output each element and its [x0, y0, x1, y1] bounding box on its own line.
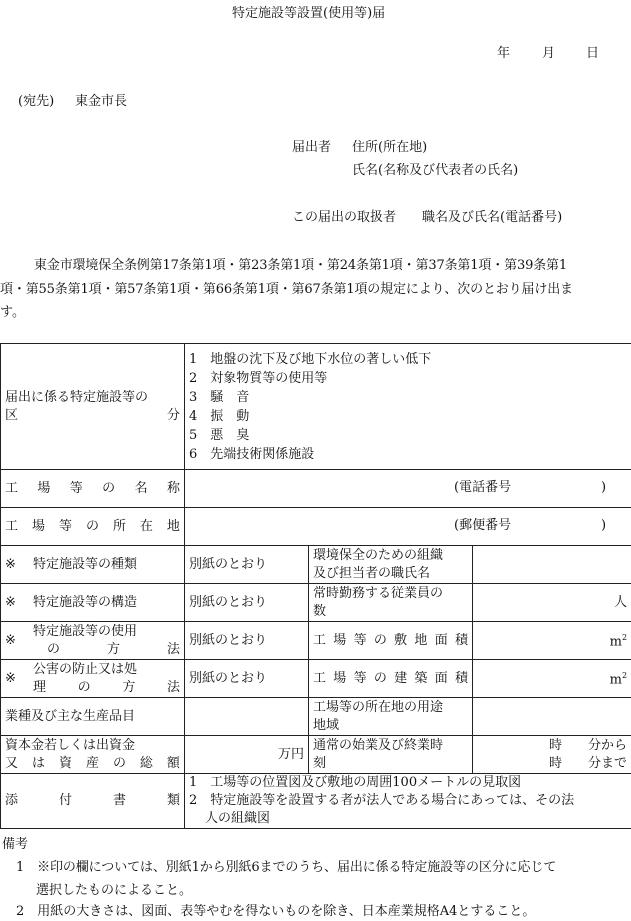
capital-line2 — [5, 755, 180, 773]
category-option-6: 6 先端技術関係施設 — [189, 446, 315, 462]
label-char: 積 — [454, 670, 468, 686]
pollution-label-cell — [1, 660, 185, 698]
category-option-3: 3 騒 音 — [189, 389, 250, 405]
label-char: 総 — [139, 755, 153, 771]
label-char: 地 — [166, 518, 180, 534]
notifier-label: 届出者 — [292, 140, 332, 155]
employees-unit: 人 — [614, 594, 628, 610]
facility-structure-label: 特定施設等の構造 — [33, 594, 138, 610]
category-option-5: 5 悪 臭 — [189, 427, 250, 443]
label-char: の — [77, 679, 91, 695]
facility-structure-value: 別紙のとおり — [185, 584, 309, 622]
hours-value-cell[interactable] — [473, 736, 631, 774]
category-label-line2 — [5, 407, 180, 425]
category-label-char: 分 — [166, 407, 180, 423]
capital-row — [1, 736, 631, 774]
site-area-label — [313, 632, 468, 650]
employees-value-cell[interactable] — [473, 584, 631, 622]
attachment-2-line1: 2 特定施設等を設置する者が法人である場合にあっては、その法 — [189, 793, 575, 808]
label-char: 称 — [166, 480, 180, 496]
handler-value: 職名及び氏名(電話番号) — [422, 210, 563, 225]
factory-name-label — [5, 480, 180, 498]
name-label: 氏名(名称及び代表者の氏名) — [352, 163, 519, 178]
facility-type-label: 特定施設等の種類 — [33, 556, 138, 572]
building-area-label — [313, 670, 468, 688]
env-org-value-cell[interactable] — [473, 546, 631, 584]
label-char: 面 — [434, 632, 448, 648]
factory-address-value-cell[interactable] — [185, 508, 631, 546]
label-char: の — [85, 518, 99, 534]
label-char: 在 — [139, 518, 153, 534]
category-option-4: 4 振 動 — [189, 408, 250, 424]
mark: ※ — [5, 594, 16, 610]
building-area-value-cell[interactable] — [473, 660, 631, 698]
label-char: の — [112, 755, 126, 771]
address-label: 住所(所在地) — [352, 140, 428, 155]
label-char: 場 — [333, 670, 347, 686]
attachment-1: 1 工場等の位置図及び敷地の周囲100メートルの見取図 — [189, 775, 522, 790]
date-day-label: 日 — [586, 46, 600, 61]
facility-structure-label-cell — [1, 584, 185, 622]
paragraph-line-3: す。 — [0, 305, 25, 320]
employees-line2: 数 — [313, 603, 327, 619]
industry-label: 業種及び主な生産品目 — [5, 708, 136, 724]
attachments-label — [5, 792, 180, 810]
facility-use-value: 別紙のとおり — [185, 622, 309, 660]
hours-line2: 刻 — [313, 755, 327, 771]
pollution-row — [1, 660, 631, 698]
label-char: 方 — [122, 679, 136, 695]
label-char: 又 — [5, 755, 19, 771]
notification-form-table — [0, 343, 631, 829]
paragraph-line-1: 東金市環境保全条例第17条第1項・第23条第1項・第24条第1項・第37条第1項・第39条第1 — [34, 258, 568, 273]
area-unit: m — [609, 634, 622, 650]
label-char: 工 — [5, 480, 19, 496]
notes-heading: 備考 — [2, 837, 29, 852]
attachments-value-cell — [185, 774, 631, 829]
env-org-line2: 及び担当者の職氏名 — [313, 565, 431, 581]
facility-type-row — [1, 546, 631, 584]
pollution-line2 — [33, 679, 180, 697]
mark: ※ — [5, 556, 16, 572]
label-char: 積 — [454, 632, 468, 648]
paragraph-line-2: 項・第55条第1項・第57条第1項・第66条第1項・第67条第1項の規定により、次のとおり届け出ま — [0, 282, 573, 297]
label-char: 付 — [58, 793, 72, 808]
attachment-2-line2: 人の組織図 — [205, 811, 271, 826]
land-use-value-cell[interactable] — [473, 698, 631, 736]
facility-use-row — [1, 622, 631, 660]
category-option-2: 2 対象物質等の使用等 — [189, 370, 328, 386]
phone-label: (電話番号 — [454, 479, 512, 495]
label-char: 法 — [166, 679, 180, 695]
capital-label-cell — [1, 736, 185, 774]
postal-close: ) — [601, 517, 607, 533]
label-char: の — [373, 632, 387, 648]
hours-line1: 通常の始業及び終業時 — [313, 737, 444, 753]
label-char: 所 — [112, 518, 126, 534]
label-char: 類 — [166, 793, 180, 808]
label-char: 法 — [166, 641, 180, 657]
capital-value-cell[interactable] — [185, 736, 309, 774]
label-char: の — [373, 670, 387, 686]
factory-name-label-cell — [1, 470, 185, 508]
label-char: 築 — [414, 670, 428, 686]
env-org-line1: 環境保全のための組織 — [313, 547, 444, 563]
hours-label-cell — [309, 736, 473, 774]
label-char: 等 — [353, 670, 367, 686]
attachments-label-cell — [1, 774, 185, 829]
industry-label-cell — [1, 698, 185, 736]
handler-label: この届出の取扱者 — [292, 210, 397, 225]
site-area-label-cell — [309, 622, 473, 660]
label-char: 書 — [112, 793, 126, 808]
label-char: 添 — [5, 793, 19, 808]
label-char: 方 — [106, 641, 120, 657]
document-title: 特定施設等設置(使用等)届 — [232, 6, 386, 21]
category-option-1: 1 地盤の沈下及び地下水位の著しい低下 — [189, 351, 432, 367]
label-char: 建 — [394, 670, 408, 686]
label-char: 場 — [31, 518, 45, 534]
building-area-label-cell — [309, 660, 473, 698]
factory-name-value-cell[interactable] — [185, 470, 631, 508]
label-char: 場 — [333, 632, 347, 648]
factory-address-label-cell — [1, 508, 185, 546]
label-char: の — [102, 480, 116, 496]
category-label-cell — [1, 344, 185, 470]
addressee: 東金市長 — [75, 94, 128, 109]
label-char: 等 — [69, 480, 83, 496]
factory-name-row — [1, 470, 631, 508]
label-char: 面 — [434, 670, 448, 686]
note-2: 2 用紙の大きさは、図面、表等やむを得ないものを除き、日本産業規格A4とすること。 — [16, 904, 536, 919]
employees-line1: 常時勤務する従業員の — [313, 585, 444, 601]
category-row — [1, 344, 631, 470]
label-char: は — [31, 755, 45, 771]
facility-use-line2 — [33, 641, 180, 659]
category-label-line1: 届出に係る特定施設等の — [5, 389, 149, 405]
industry-value-cell[interactable] — [185, 698, 309, 736]
note-1-line2: 選択したものによること。 — [36, 883, 193, 898]
area-unit-superscript: 2 — [621, 671, 628, 681]
facility-type-label-cell — [1, 546, 185, 584]
label-char: 資 — [58, 755, 72, 771]
label-char: 産 — [85, 755, 99, 771]
capital-unit: 万円 — [277, 746, 304, 762]
date-year-label: 年 — [497, 46, 511, 61]
postal-label: (郵便番号 — [454, 517, 512, 533]
hours-start: 時 分から — [549, 737, 628, 753]
label-char: 地 — [414, 632, 428, 648]
note-1-line1: 1 ※印の欄については、別紙1から別紙6までのうち、届出に係る特定施設等の区分に応じて — [16, 860, 557, 875]
label-char: 工 — [5, 518, 19, 534]
pollution-line1: 公害の防止又は処 — [33, 661, 138, 677]
label-char: 工 — [313, 670, 327, 686]
factory-address-row — [1, 508, 631, 546]
area-unit-superscript: 2 — [621, 633, 628, 643]
label-char: 等 — [58, 518, 72, 534]
facility-use-label-cell — [1, 622, 185, 660]
industry-row — [1, 698, 631, 736]
label-char: 工 — [313, 632, 327, 648]
label-char: 場 — [37, 480, 51, 496]
hours-end: 時 分まで — [549, 755, 628, 771]
addressee-label: (宛先) — [18, 94, 55, 109]
label-char: 等 — [353, 632, 367, 648]
label-char: の — [47, 641, 61, 657]
attachments-row — [1, 774, 631, 829]
capital-line1: 資本金若しくは出資金 — [5, 737, 136, 753]
site-area-value-cell[interactable] — [473, 622, 631, 660]
employees-label-cell — [309, 584, 473, 622]
pollution-value: 別紙のとおり — [185, 660, 309, 698]
phone-close: ) — [601, 479, 607, 495]
label-char: 理 — [33, 679, 47, 695]
mark: ※ — [5, 632, 16, 648]
label-char: 額 — [166, 755, 180, 771]
label-char: 敷 — [394, 632, 408, 648]
facility-use-line1: 特定施設等の使用 — [33, 623, 138, 639]
category-label-char: 区 — [5, 407, 19, 423]
label-char: 名 — [134, 480, 148, 496]
land-use-line2: 地域 — [313, 717, 340, 733]
mark: ※ — [5, 670, 16, 686]
area-unit: m — [609, 672, 622, 688]
category-options-cell — [185, 344, 631, 470]
env-org-label-cell — [309, 546, 473, 584]
land-use-line1: 工場等の所在地の用途 — [313, 699, 444, 715]
land-use-label-cell — [309, 698, 473, 736]
date-month-label: 月 — [542, 46, 556, 61]
facility-structure-row — [1, 584, 631, 622]
facility-type-value: 別紙のとおり — [185, 546, 309, 584]
factory-address-label — [5, 518, 180, 536]
